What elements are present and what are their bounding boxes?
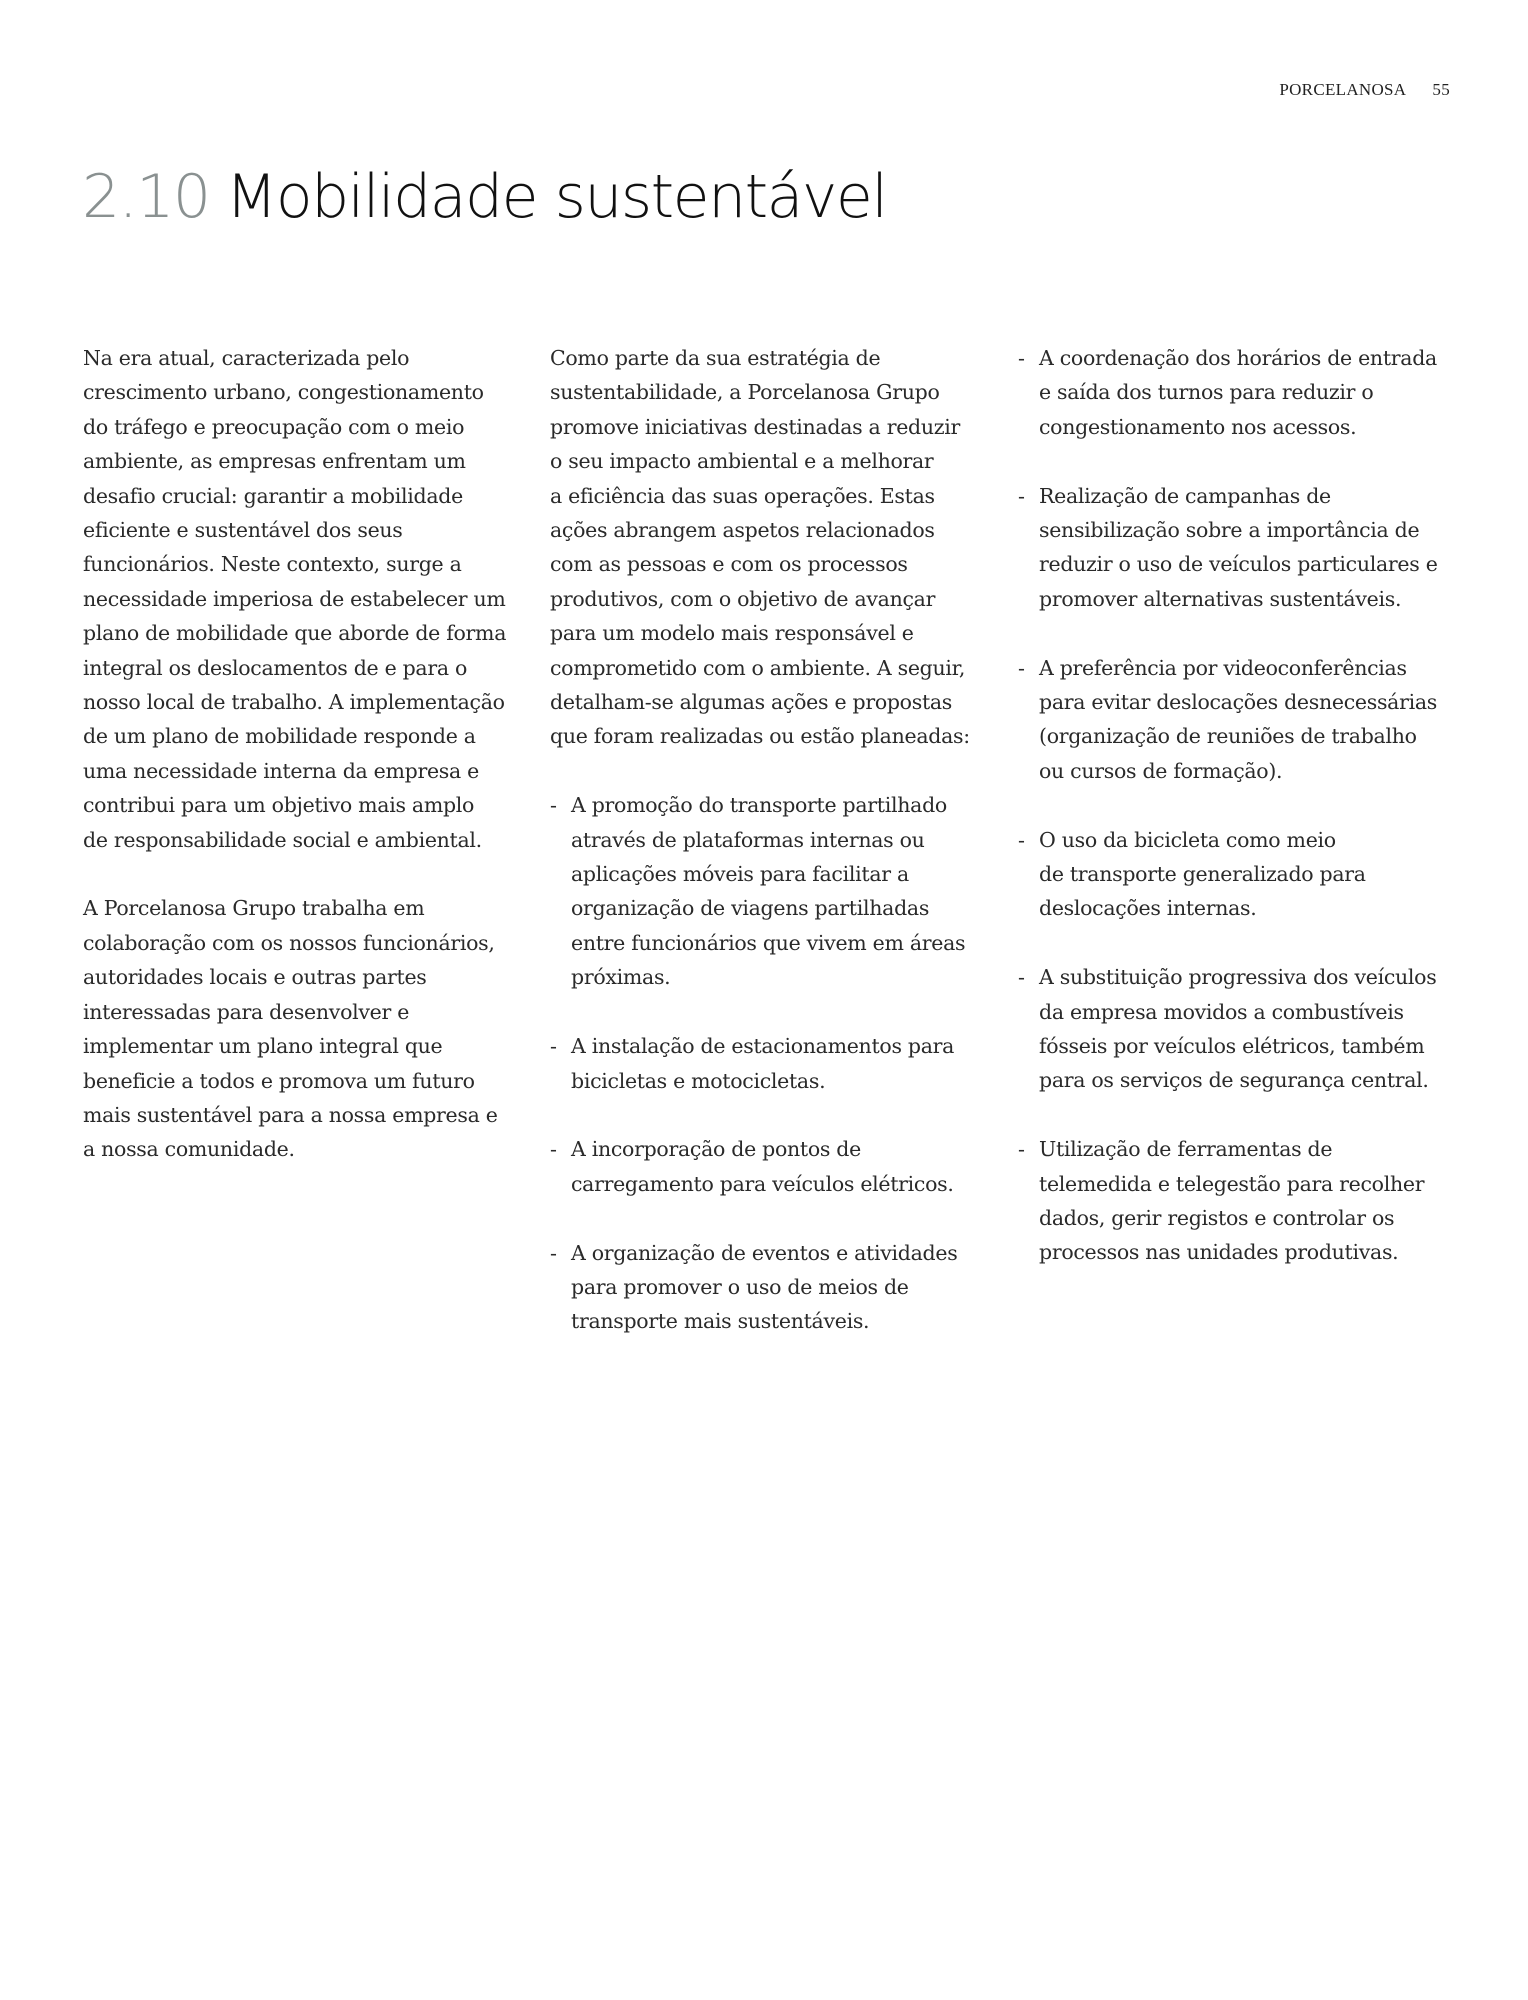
text-line: de transporte generalizado para (1039, 862, 1366, 887)
text-line: promover alternativas sustentáveis. (1039, 586, 1402, 611)
list-item (550, 1029, 970, 1098)
text-line: e saída dos turnos para reduzir o (1039, 380, 1374, 405)
text-line: Realização de campanhas de (1039, 483, 1331, 508)
text-line: Utilização de ferramentas de (1039, 1137, 1333, 1162)
list-item (550, 1236, 970, 1339)
text-line: aplicações móveis para facilitar a (571, 862, 909, 887)
text-line: eficiente e sustentável dos seus (83, 518, 403, 543)
text-line: a eficiência das suas operações. Estas (550, 483, 935, 508)
text-line: através de plataformas internas ou (571, 827, 925, 852)
paragraph (83, 341, 506, 857)
text-line: A promoção do transporte partilhado (571, 793, 947, 818)
text-line: crescimento urbano, congestionamento (83, 380, 484, 405)
text-line: fósseis por veículos elétricos, também (1039, 1034, 1425, 1059)
text-line: plano de mobilidade que aborde de forma (83, 621, 507, 646)
list-item (1018, 823, 1438, 926)
text-line: ou cursos de formação). (1039, 758, 1283, 783)
bullet-dash: - (550, 1034, 557, 1059)
text-line: contribui para um objetivo mais amplo (83, 793, 475, 818)
text-line: o seu impacto ambiental e a melhorar (550, 449, 934, 474)
text-line: organização de viagens partilhadas (571, 896, 930, 921)
text-line: dados, gerir registos e controlar os (1039, 1206, 1395, 1231)
text-line: A incorporação de pontos de (571, 1137, 861, 1162)
text-line: A coordenação dos horários de entrada (1039, 346, 1437, 370)
section-number: 2.10 (82, 162, 210, 232)
bullet-dash: - (1018, 483, 1025, 508)
text-line: desafio crucial: garantir a mobilidade (83, 483, 463, 508)
paragraph (83, 891, 506, 1166)
text-line: telemedida e telegestão para recolher (1039, 1171, 1425, 1196)
list-item (1018, 479, 1438, 617)
text-line: O uso da bicicleta como meio (1039, 827, 1336, 852)
text-line: A instalação de estacionamentos para (571, 1034, 955, 1059)
text-line: da empresa movidos a combustíveis (1039, 999, 1404, 1024)
section-title: Mobilidade sustentável (225, 162, 887, 232)
text-line: A preferência por videoconferências (1039, 655, 1407, 680)
text-line: bicicletas e motocicletas. (571, 1068, 826, 1093)
bullet-dash: - (550, 1240, 557, 1265)
column-2 (550, 341, 970, 1373)
text-line: entre funcionários que vivem em áreas (571, 930, 966, 955)
text-line: autoridades locais e outras partes (83, 965, 427, 990)
text-line: deslocações internas. (1039, 896, 1257, 921)
text-line: do tráfego e preocupação com o meio (83, 414, 465, 439)
text-line: para um modelo mais responsável e (550, 621, 914, 646)
text-line: promove iniciativas destinadas a reduzir (550, 414, 961, 439)
text-line: necessidade imperiosa de estabelecer um (83, 586, 506, 611)
column-1 (83, 341, 506, 1201)
text-line: a nossa comunidade. (83, 1137, 295, 1162)
text-line: A organização de eventos e atividades (571, 1240, 958, 1265)
text-line: Como parte da sua estratégia de (550, 346, 881, 370)
page-number: 55 (1432, 80, 1450, 99)
running-header (1279, 80, 1450, 100)
text-line: mais sustentável para a nossa empresa e (83, 1102, 498, 1127)
list-item (1018, 1132, 1438, 1270)
text-line: processos nas unidades produtivas. (1039, 1240, 1399, 1265)
text-line: nosso local de trabalho. A implementação (83, 690, 505, 715)
list-item (1018, 341, 1438, 444)
text-line: A Porcelanosa Grupo trabalha em (83, 896, 425, 921)
list-item (550, 1132, 970, 1201)
brand-name: PORCELANOSA (1279, 80, 1407, 99)
bullet-dash: - (1018, 1137, 1025, 1162)
bullet-dash: - (550, 1137, 557, 1162)
bullet-dash: - (1018, 827, 1025, 852)
bullet-dash: - (1018, 965, 1025, 990)
text-line: beneficie a todos e promova um futuro (83, 1068, 475, 1093)
text-line: carregamento para veículos elétricos. (571, 1171, 954, 1196)
text-line: uma necessidade interna da empresa e (83, 758, 479, 783)
text-line: integral os deslocamentos de e para o (83, 655, 468, 680)
text-line: para promover o uso de meios de (571, 1274, 909, 1299)
text-line: sustentabilidade, a Porcelanosa Grupo (550, 380, 940, 405)
text-line: de um plano de mobilidade responde a (83, 724, 476, 749)
list-item (1018, 651, 1438, 789)
text-line: congestionamento nos acessos. (1039, 414, 1357, 439)
page-title (82, 162, 887, 232)
text-line: transporte mais sustentáveis. (571, 1309, 870, 1334)
paragraph (550, 341, 970, 754)
list-item (1018, 960, 1438, 1098)
text-line: produtivos, com o objetivo de avançar (550, 586, 936, 611)
text-line: colaboração com os nossos funcionários, (83, 930, 495, 955)
text-line: com as pessoas e com os processos (550, 552, 908, 577)
text-line: Na era atual, caracterizada pelo (83, 346, 410, 370)
text-line: para os serviços de segurança central. (1039, 1068, 1429, 1093)
text-line: interessadas para desenvolver e (83, 999, 410, 1024)
text-line: de responsabilidade social e ambiental. (83, 827, 482, 852)
text-line: ações abrangem aspetos relacionados (550, 518, 935, 543)
text-line: para evitar deslocações desnecessárias (1039, 690, 1437, 715)
text-line: reduzir o uso de veículos particulares e (1039, 552, 1438, 577)
text-line: sensibilização sobre a importância de (1039, 518, 1420, 543)
text-line: funcionários. Neste contexto, surge a (83, 552, 462, 577)
text-line: A substituição progressiva dos veículos (1039, 965, 1437, 990)
bullet-dash: - (550, 793, 557, 818)
list-item (550, 788, 970, 994)
bullet-dash: - (1018, 655, 1025, 680)
column-3 (1018, 341, 1438, 1304)
text-line: comprometido com o ambiente. A seguir, (550, 655, 966, 680)
text-line: implementar um plano integral que (83, 1034, 443, 1059)
text-line: (organização de reuniões de trabalho (1039, 724, 1417, 749)
text-line: que foram realizadas ou estão planeadas: (550, 724, 970, 749)
text-line: próximas. (571, 965, 671, 990)
text-line: ambiente, as empresas enfrentam um (83, 449, 466, 474)
text-line: detalham-se algumas ações e propostas (550, 690, 953, 715)
bullet-dash: - (1018, 346, 1025, 370)
